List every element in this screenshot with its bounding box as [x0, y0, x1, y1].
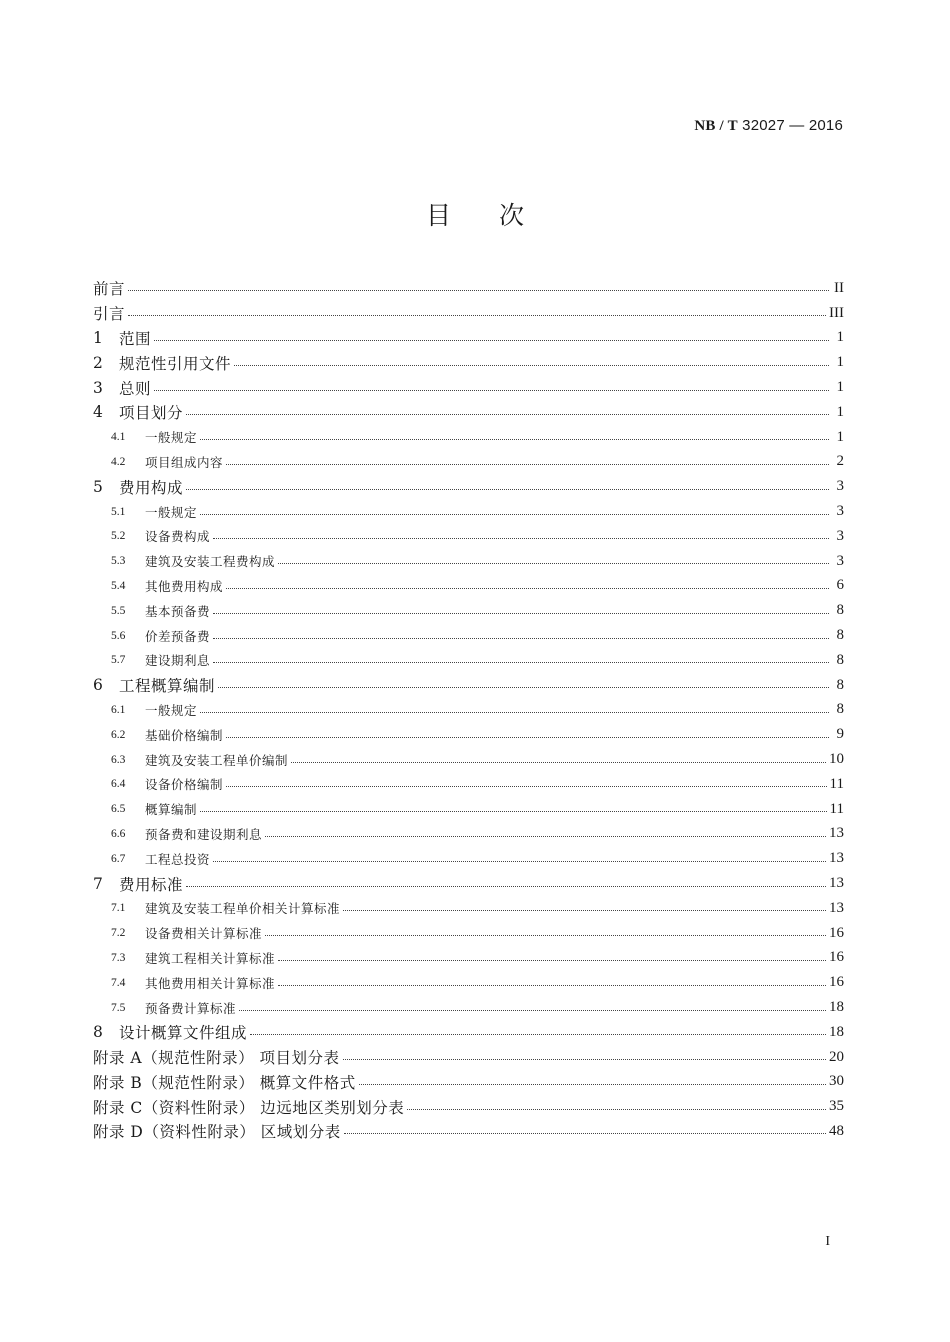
toc-entry-page: 16: [829, 974, 844, 991]
toc-dot-leader: [128, 314, 826, 316]
toc-entry[interactable]: [93, 574, 844, 599]
toc-entry-page: 35: [829, 1098, 844, 1115]
toc-entry[interactable]: [93, 747, 844, 772]
toc-entry-number: 6.7: [111, 852, 126, 865]
toc-entry-number: 6.4: [111, 778, 126, 791]
toc-entry-label: 设备价格编制: [145, 777, 224, 793]
toc-entry-label: 其他费用相关计算标准: [145, 975, 276, 991]
toc-entry-page: II: [834, 279, 844, 296]
toc-entry-page: 11: [829, 800, 844, 817]
standard-code: [694, 117, 843, 135]
toc-entry[interactable]: [93, 425, 844, 450]
toc-entry[interactable]: [93, 623, 844, 648]
toc-entry[interactable]: [93, 524, 844, 549]
toc-entry-number: 4: [93, 403, 103, 422]
toc-dot-leader: [213, 661, 829, 663]
toc-entry-label: 建筑工程相关计算标准: [145, 950, 276, 966]
toc-entry[interactable]: [93, 400, 844, 425]
toc-entry-number: 6.2: [111, 728, 126, 741]
toc-entry-number: 8: [93, 1023, 103, 1042]
toc-entry[interactable]: [93, 450, 844, 475]
toc-dot-leader: [218, 686, 829, 688]
toc-entry-number: 5.5: [111, 604, 126, 617]
toc-entry-label: 附录 D（资料性附录） 区域划分表: [93, 1123, 341, 1142]
toc-entry-number: 6.1: [111, 703, 126, 716]
toc-dot-leader: [226, 463, 829, 465]
toc-entry-label: 概算编制: [145, 802, 198, 818]
toc-entry-label: 价差预备费: [145, 628, 211, 644]
toc-entry-number: 7.3: [111, 951, 126, 964]
toc-entry-label: 费用构成: [119, 478, 184, 497]
toc-entry-label: 一般规定: [145, 430, 198, 446]
toc-entry-page: 10: [829, 751, 844, 768]
toc-entry[interactable]: [93, 946, 844, 971]
toc-entry-number: 7.4: [111, 976, 126, 989]
toc-entry-number: 6.3: [111, 753, 126, 766]
toc-entry-number: 5.3: [111, 555, 126, 568]
toc-dot-leader: [344, 1132, 826, 1134]
toc-entry-label: 附录 C（资料性附录） 边远地区类别划分表: [93, 1098, 405, 1117]
toc-entry[interactable]: [93, 276, 844, 301]
standard-prefix: NB / T: [694, 118, 738, 134]
toc-entry[interactable]: [93, 474, 844, 499]
toc-entry-page: 9: [836, 726, 844, 743]
toc-entry-number: 5.7: [111, 654, 126, 667]
toc-entry-page: 1: [836, 354, 844, 371]
toc-entry[interactable]: [93, 797, 844, 822]
toc-entry-label: 设计概算文件组成: [119, 1024, 248, 1043]
toc-entry-number: 7.5: [111, 1001, 126, 1014]
toc-entry-label: 范围: [119, 329, 152, 348]
toc-entry-page: 13: [829, 899, 844, 916]
toc-entry[interactable]: [93, 326, 844, 351]
toc-entry-label: 其他费用构成: [145, 578, 224, 594]
toc-entry-page: III: [829, 304, 844, 321]
toc-entry-label: 工程概算编制: [119, 677, 216, 696]
toc-entry[interactable]: [93, 673, 844, 698]
toc-dot-leader: [186, 488, 829, 490]
toc-dot-leader: [186, 413, 829, 415]
toc-entry[interactable]: [93, 772, 844, 797]
toc-entry-page: 1: [836, 329, 844, 346]
toc-entry[interactable]: [93, 375, 844, 400]
toc-dot-leader: [200, 711, 829, 713]
toc-entry[interactable]: [93, 350, 844, 375]
toc-entry-page: 1: [836, 428, 844, 445]
toc-entry-number: 6: [93, 676, 103, 695]
toc-dot-leader: [226, 587, 829, 589]
toc-entry-label: 建设期利息: [145, 653, 211, 669]
toc-dot-leader: [250, 1033, 826, 1035]
toc-entry[interactable]: [93, 1094, 844, 1119]
toc-entry-number: 7: [93, 874, 103, 893]
toc-entry-page: 1: [836, 403, 844, 420]
toc-dot-leader: [200, 438, 829, 440]
toc-entry-number: 7.1: [111, 902, 126, 915]
toc-entry[interactable]: [93, 871, 844, 896]
toc-entry-page: 3: [836, 478, 844, 495]
toc-entry-page: 13: [829, 875, 844, 892]
toc-dot-leader: [278, 959, 826, 961]
toc-dot-leader: [154, 339, 829, 341]
toc-entry-page: 20: [829, 1048, 844, 1065]
toc-entry[interactable]: [93, 301, 844, 326]
toc-entry-label: 一般规定: [145, 504, 198, 520]
toc-dot-leader: [213, 537, 829, 539]
toc-entry-page: 48: [829, 1122, 844, 1139]
toc-entry-label: 基础价格编制: [145, 727, 224, 743]
toc-entry[interactable]: [93, 499, 844, 524]
standard-number: 32027 — 2016: [737, 117, 843, 134]
toc-dot-leader: [278, 984, 826, 986]
toc-dot-leader: [234, 364, 829, 366]
toc-entry[interactable]: [93, 970, 844, 995]
toc-dot-leader: [226, 785, 827, 787]
toc-dot-leader: [278, 562, 829, 564]
toc-title-char-1: 目: [425, 201, 451, 230]
toc-entry-number: 5.4: [111, 579, 126, 592]
toc-entry[interactable]: [93, 1119, 844, 1144]
toc-entry-label: 附录 A（规范性附录） 项目划分表: [93, 1049, 340, 1068]
toc-entry-page: 2: [836, 453, 844, 470]
toc-entry-number: 7.2: [111, 927, 126, 940]
toc-entry-number: 4.2: [111, 455, 126, 468]
toc-title-char-2: 次: [499, 201, 525, 230]
toc-entry-label: 总则: [119, 379, 152, 398]
toc-entry[interactable]: [93, 846, 844, 871]
toc-entry-page: 30: [829, 1073, 844, 1090]
toc-entry-page: 1: [836, 379, 844, 396]
toc-dot-leader: [128, 289, 829, 291]
toc-entry[interactable]: [93, 698, 844, 723]
toc-entry-page: 8: [836, 701, 844, 718]
toc-entry-number: 6.5: [111, 803, 126, 816]
toc-dot-leader: [154, 389, 829, 391]
page-number: I: [825, 1234, 830, 1249]
toc-entry-page: 18: [829, 1023, 844, 1040]
toc-entry-number: 4.1: [111, 431, 126, 444]
toc-entry-label: 基本预备费: [145, 603, 211, 619]
toc-entry-label: 附录 B（规范性附录） 概算文件格式: [93, 1073, 356, 1092]
toc-dot-leader: [200, 513, 829, 515]
toc-entry[interactable]: [93, 648, 844, 673]
toc-entry-number: 2: [93, 353, 103, 372]
toc-entry-label: 建筑及安装工程单价编制: [145, 752, 289, 768]
toc-entry-label: 设备费构成: [145, 529, 211, 545]
toc-entry-label: 前言: [93, 280, 126, 299]
toc-dot-leader: [291, 761, 826, 763]
toc-entry-label: 建筑及安装工程单价相关计算标准: [145, 901, 341, 917]
toc-entry-label: 建筑及安装工程费构成: [145, 554, 276, 570]
toc-dot-leader: [343, 1058, 826, 1060]
toc-entry[interactable]: [93, 896, 844, 921]
toc-entry-page: 13: [829, 825, 844, 842]
toc-entry-page: 6: [836, 577, 844, 594]
toc-dot-leader: [343, 909, 826, 911]
toc-entry-page: 11: [829, 775, 844, 792]
toc-dot-leader: [213, 860, 826, 862]
toc-entry-label: 费用标准: [119, 875, 184, 894]
toc-entry-page: 8: [836, 602, 844, 619]
toc-entry-page: 3: [836, 503, 844, 520]
toc-entry-label: 预备费计算标准: [145, 1000, 237, 1016]
toc-entry[interactable]: [93, 995, 844, 1020]
toc-entry[interactable]: [93, 598, 844, 623]
toc-dot-leader: [407, 1108, 826, 1110]
toc-entry-page: 16: [829, 924, 844, 941]
toc-entry[interactable]: [93, 1045, 844, 1070]
toc-dot-leader: [239, 1009, 826, 1011]
toc-entry[interactable]: [93, 1070, 844, 1095]
toc-dot-leader: [265, 835, 826, 837]
toc-entry[interactable]: [93, 921, 844, 946]
toc-dot-leader: [213, 637, 829, 639]
toc-entry-number: 5.6: [111, 629, 126, 642]
toc-dot-leader: [200, 810, 827, 812]
toc-entry-page: 8: [836, 676, 844, 693]
toc-entry-label: 引言: [93, 305, 126, 324]
toc-entry-page: 3: [836, 552, 844, 569]
toc-entry-number: 6.6: [111, 827, 126, 840]
toc-dot-leader: [186, 885, 826, 887]
toc-title: [0, 196, 950, 232]
toc-entry-label: 规范性引用文件: [119, 354, 232, 373]
toc-entry-page: 18: [829, 999, 844, 1015]
toc-entry-label: 项目组成内容: [145, 454, 224, 470]
toc-entry-number: 5: [93, 477, 103, 496]
toc-entry-page: 3: [836, 527, 844, 544]
toc-entry-page: 8: [836, 627, 844, 644]
toc-dot-leader: [213, 612, 829, 614]
toc-entry[interactable]: [93, 549, 844, 574]
toc-entry-number: 5.1: [111, 505, 126, 518]
toc-entry-label: 一般规定: [145, 702, 198, 718]
toc-entry-number: 3: [93, 378, 103, 397]
toc-entry-number: 1: [93, 328, 103, 347]
toc-entry-label: 设备费相关计算标准: [145, 926, 263, 942]
toc-entry-label: 工程总投资: [145, 851, 211, 867]
toc-entry-page: 16: [829, 949, 844, 966]
toc-entry[interactable]: [93, 1020, 844, 1045]
toc-entry-label: 预备费和建设期利息: [145, 826, 263, 842]
table-of-contents: [93, 276, 844, 1144]
toc-entry-label: 项目划分: [119, 404, 184, 423]
toc-entry[interactable]: [93, 722, 844, 747]
toc-entry-page: 13: [829, 850, 844, 867]
toc-entry-page: 8: [836, 651, 844, 668]
toc-entry[interactable]: [93, 822, 844, 847]
toc-entry-number: 5.2: [111, 530, 126, 543]
toc-dot-leader: [226, 736, 829, 738]
toc-dot-leader: [359, 1083, 826, 1085]
toc-dot-leader: [265, 934, 826, 936]
